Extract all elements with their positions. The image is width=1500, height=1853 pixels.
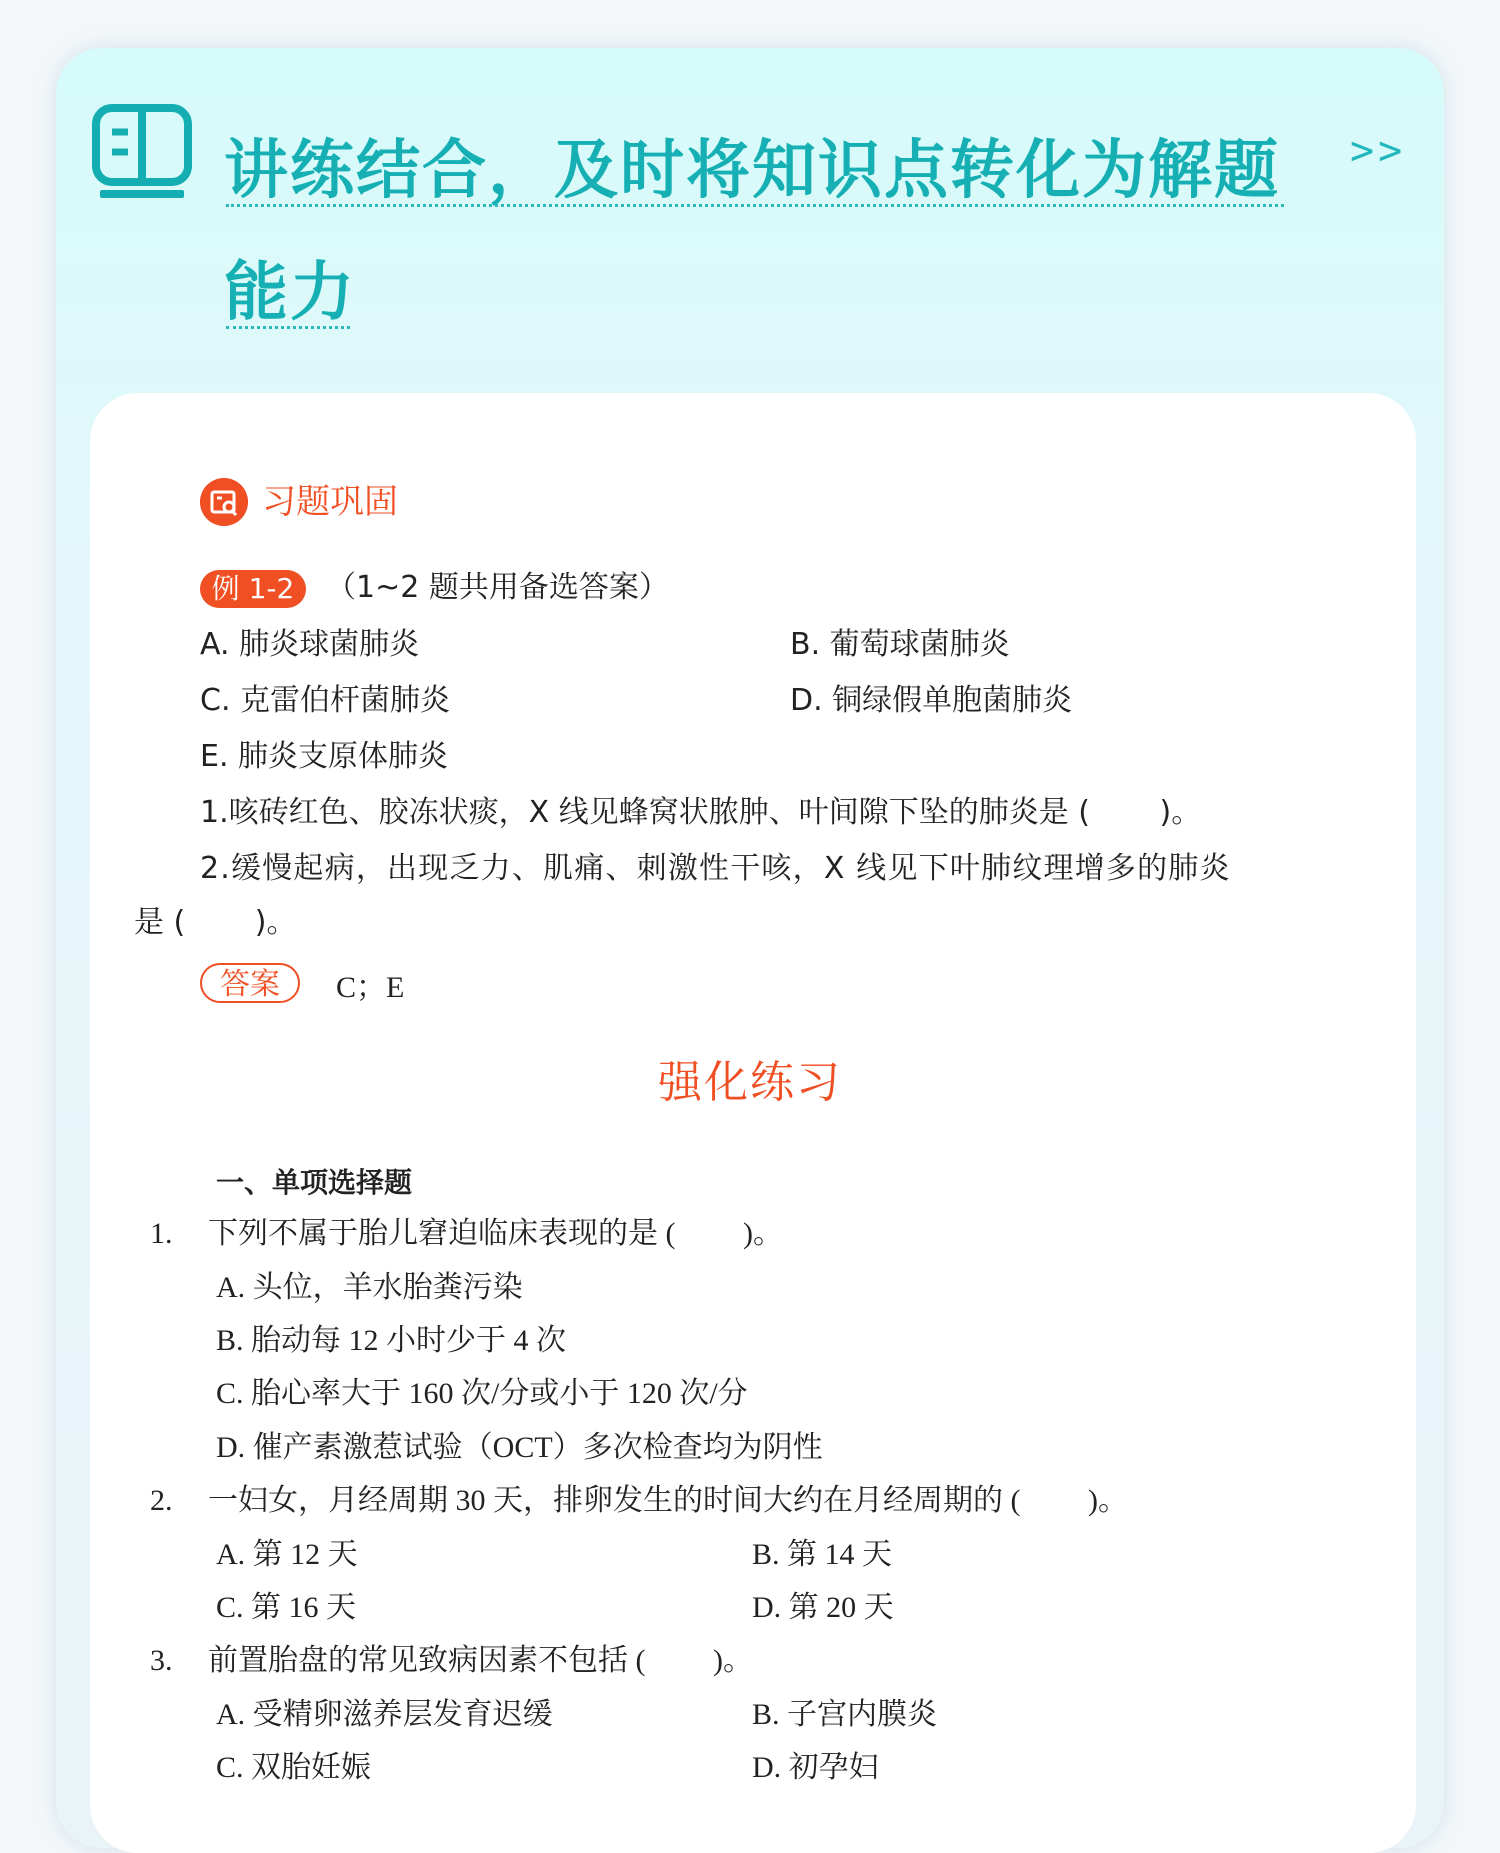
book-icon [92, 104, 192, 200]
option-d: D. 铜绿假单胞菌肺炎 [790, 683, 1073, 718]
option-item: D. 初孕妇 [752, 1751, 879, 1784]
option-c: C. 克雷伯杆菌肺炎 [200, 683, 451, 718]
answer-badge: 答案 [200, 963, 300, 1003]
title-underline [226, 204, 1284, 207]
section-title: 习题巩固 [262, 482, 398, 522]
option-item: C. 第 16 天 [216, 1591, 357, 1624]
question-2: 2.缓慢起病，出现乏力、肌痛、刺激性干咳，X 线见下叶肺纹理增多的肺炎 [200, 851, 1231, 886]
option-item: A. 头位，羊水胎粪污染 [216, 1271, 523, 1304]
option-item: C. 胎心率大于 160 次/分或小于 120 次/分 [216, 1377, 748, 1410]
section-heading: 一、单项选择题 [216, 1168, 413, 1199]
question-stem: 前置胎盘的常见致病因素不包括 ( )。 [208, 1644, 753, 1677]
option-b: B. 葡萄球菌肺炎 [790, 627, 1010, 662]
example-badge: 例 1-2 [200, 570, 306, 608]
option-e: E. 肺炎支原体肺炎 [200, 739, 449, 774]
answer-value: C；E [336, 971, 405, 1004]
question-number: 3. [150, 1644, 173, 1677]
question-2-cont: 是 ( )。 [134, 905, 297, 940]
option-item: B. 子宫内膜炎 [752, 1698, 938, 1731]
exercise-icon [200, 478, 248, 526]
option-item: B. 胎动每 12 小时少于 4 次 [216, 1324, 567, 1357]
option-item: A. 第 12 天 [216, 1538, 358, 1571]
practice-title: 强化练习 [658, 1057, 842, 1108]
option-item: C. 双胎妊娠 [216, 1751, 372, 1784]
option-a: A. 肺炎球菌肺炎 [200, 627, 420, 662]
page-title: 讲练结合，及时将知识点转化为解题 能力 [224, 134, 1280, 330]
example-desc: （1~2 题共用备选答案） [326, 570, 669, 605]
title-underline [226, 326, 350, 329]
question-1: 1.咳砖红色、胶冻状痰，X 线见蜂窝状脓肿、叶间隙下坠的肺炎是 ( )。 [200, 795, 1202, 830]
question-number: 2. [150, 1484, 173, 1517]
option-item: B. 第 14 天 [752, 1538, 893, 1571]
option-item: D. 催产素激惹试验（OCT）多次检查均为阴性 [216, 1431, 823, 1464]
question-stem: 一妇女，月经周期 30 天，排卵发生的时间大约在月经周期的 ( )。 [208, 1484, 1128, 1517]
question-stem: 下列不属于胎儿窘迫临床表现的是 ( )。 [208, 1217, 783, 1250]
option-item: A. 受精卵滋养层发育迟缓 [216, 1698, 553, 1731]
content-panel [90, 393, 1416, 1853]
option-item: D. 第 20 天 [752, 1591, 894, 1624]
question-number: 1. [150, 1217, 173, 1250]
chevron-right-icon[interactable]: >> [1350, 128, 1407, 174]
